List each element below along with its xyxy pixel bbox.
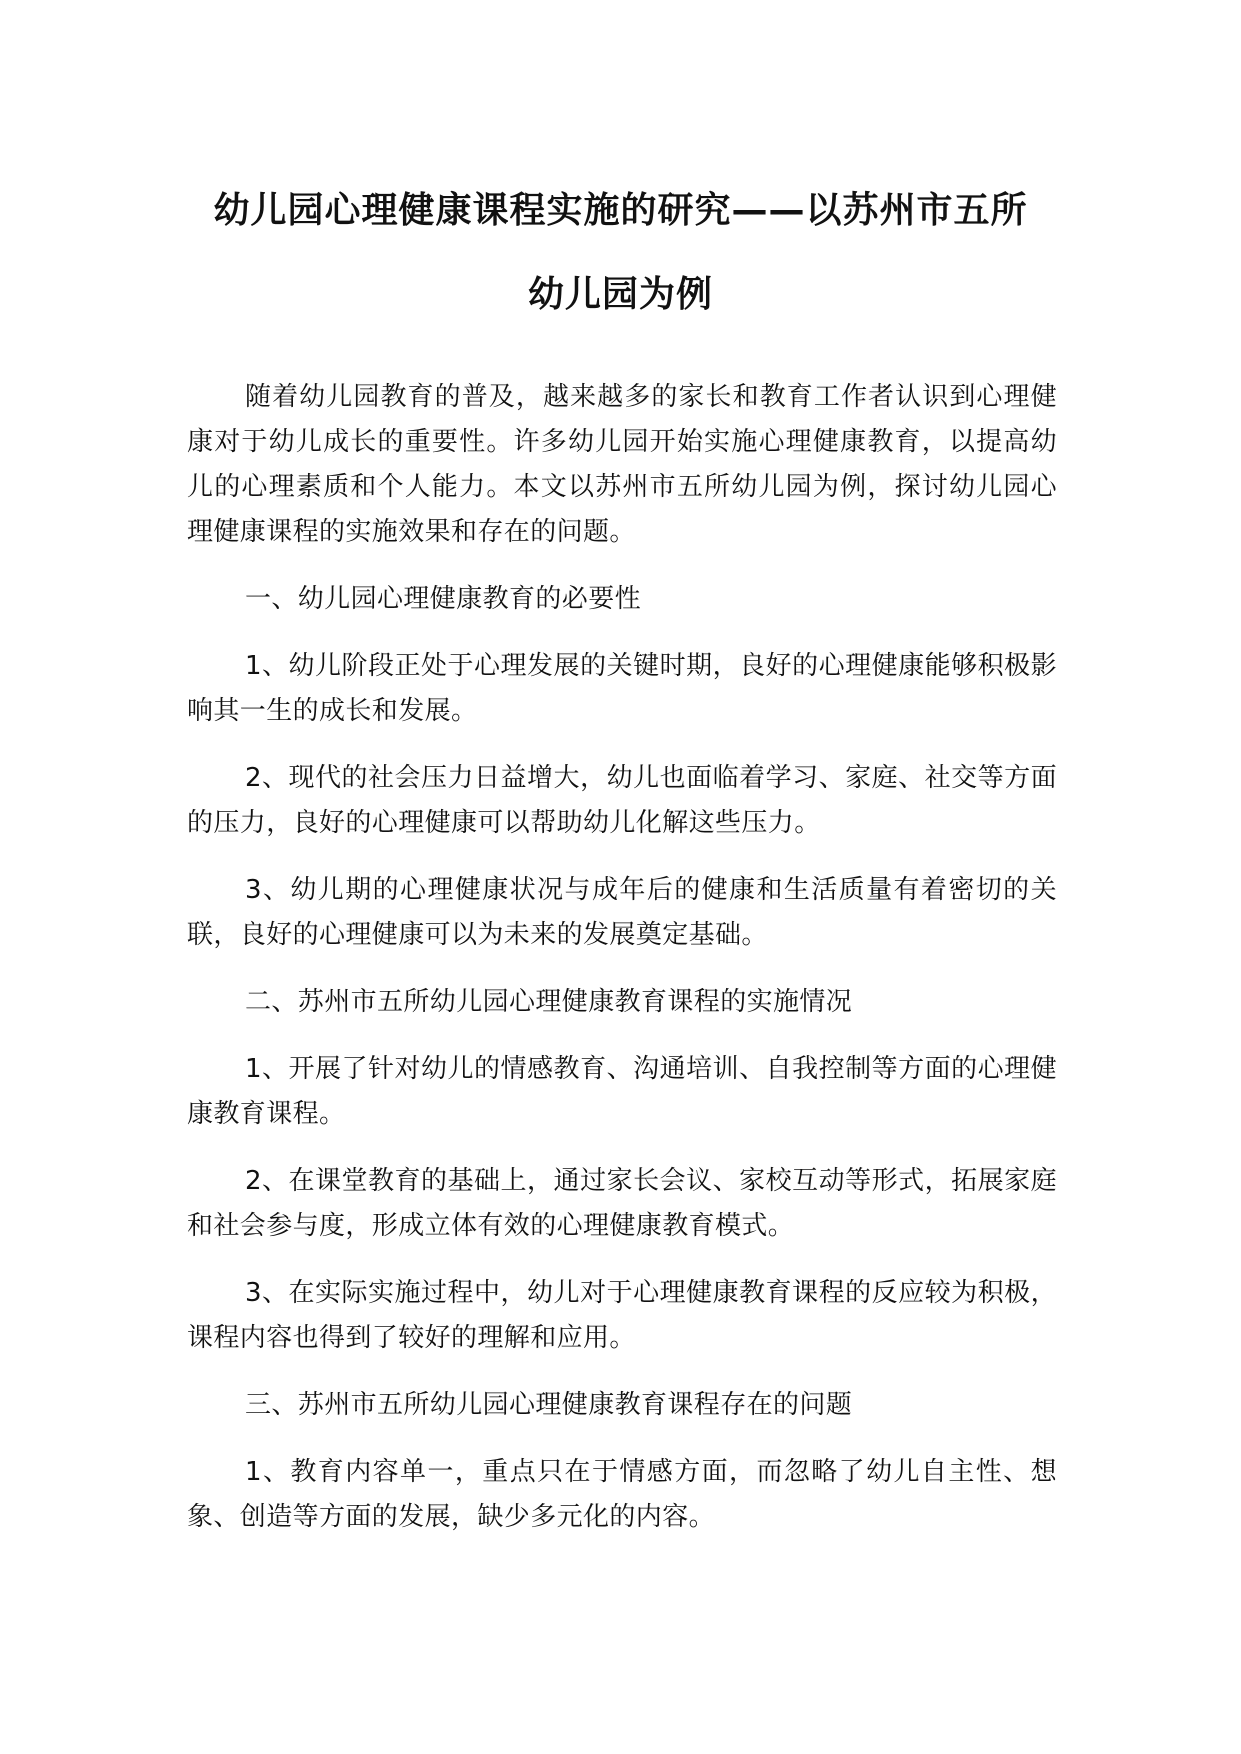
section-heading-1: 一、幼儿园心理健康教育的必要性 (245, 584, 642, 614)
section-heading-2: 二、苏州市五所幼儿园心理健康教育课程的实施情况 (245, 987, 853, 1017)
section-1-item-2: 2、现代的社会压力日益增大，幼儿也面临着学习、家庭、社交等方面的压力，良好的心理健康可以帮助幼儿化解这些压力。 (187, 763, 1057, 838)
document-title-line-1: 幼儿园心理健康课程实施的研究——以苏州市五所 (213, 190, 1028, 231)
section-heading-3: 三、苏州市五所幼儿园心理健康教育课程存在的问题 (245, 1390, 853, 1420)
section-1-item-3: 3、幼儿期的心理健康状况与成年后的健康和生活质量有着密切的关联，良好的心理健康可以为未来的发展奠定基础。 (187, 875, 1057, 950)
section-2-item-2: 2、在课堂教育的基础上，通过家长会议、家校互动等形式，拓展家庭和社会参与度，形成立体有效的心理健康教育模式。 (187, 1166, 1057, 1241)
document-body (187, 375, 1057, 1540)
section-1-item-1: 1、幼儿阶段正处于心理发展的关键时期，良好的心理健康能够积极影响其一生的成长和发展。 (187, 651, 1057, 726)
section-2-item-1: 1、开展了针对幼儿的情感教育、沟通培训、自我控制等方面的心理健康教育课程。 (187, 1054, 1057, 1129)
document-title-line-2: 幼儿园为例 (527, 274, 713, 315)
intro-paragraph: 随着幼儿园教育的普及，越来越多的家长和教育工作者认识到心理健康对于幼儿成长的重要性。许多幼儿园开始实施心理健康教育，以提高幼儿的心理素质和个人能力。本文以苏州市五所幼儿园为例，探讨幼儿园心理健康课程的实施效果和存在的问题。 (187, 382, 1057, 547)
section-3-item-1: 1、教育内容单一，重点只在于情感方面，而忽略了幼儿自主性、想象、创造等方面的发展，缺少多元化的内容。 (187, 1457, 1057, 1532)
section-2-item-3: 3、在实际实施过程中，幼儿对于心理健康教育课程的反应较为积极，课程内容也得到了较好的理解和应用。 (187, 1278, 1057, 1353)
